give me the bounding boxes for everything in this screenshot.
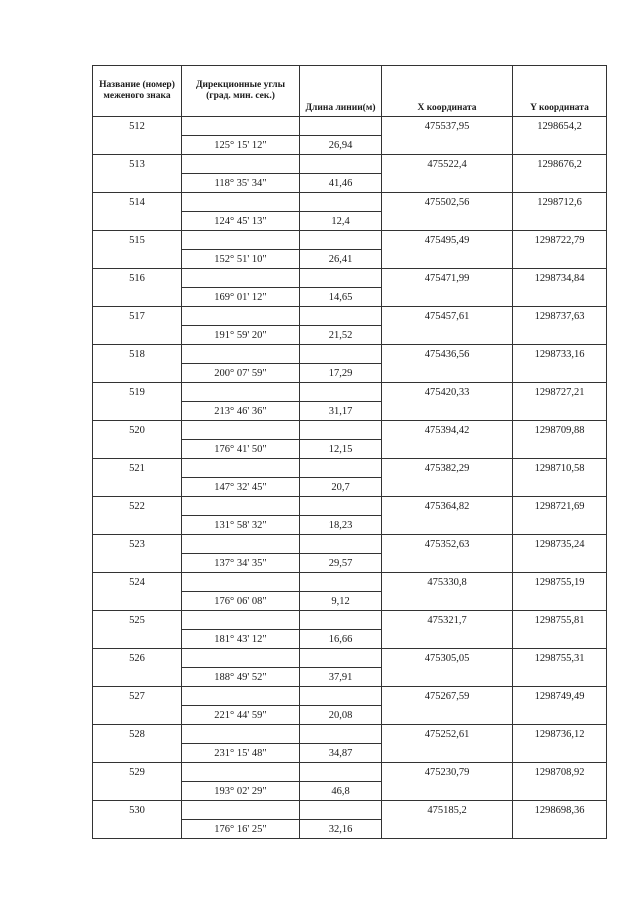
point-name-cell: 520 bbox=[93, 421, 182, 440]
table-row-segment bbox=[93, 288, 607, 307]
y-coordinate-cell: 1298735,24 bbox=[513, 535, 607, 554]
empty-cell bbox=[382, 592, 513, 611]
x-coordinate-cell: 475305,05 bbox=[382, 649, 513, 668]
direction-angle-cell: 181° 43' 12" bbox=[182, 630, 300, 649]
line-length-cell: 26,41 bbox=[300, 250, 382, 269]
line-length-cell: 14,65 bbox=[300, 288, 382, 307]
empty-cell bbox=[93, 820, 182, 839]
table-row-point bbox=[93, 649, 607, 668]
line-length-cell: 46,8 bbox=[300, 782, 382, 801]
line-length-cell: 21,52 bbox=[300, 326, 382, 345]
empty-cell bbox=[182, 155, 300, 174]
table-row-segment bbox=[93, 174, 607, 193]
empty-cell bbox=[382, 402, 513, 421]
x-coordinate-cell: 475457,61 bbox=[382, 307, 513, 326]
table-row-point bbox=[93, 725, 607, 744]
empty-cell bbox=[513, 516, 607, 535]
x-coordinate-cell: 475420,33 bbox=[382, 383, 513, 402]
table-header-row bbox=[93, 66, 607, 117]
empty-cell bbox=[382, 820, 513, 839]
empty-cell bbox=[382, 478, 513, 497]
table-row-point bbox=[93, 801, 607, 820]
empty-cell bbox=[93, 744, 182, 763]
line-length-cell: 20,7 bbox=[300, 478, 382, 497]
table-row-segment bbox=[93, 326, 607, 345]
table-row-point bbox=[93, 383, 607, 402]
y-coordinate-cell: 1298733,16 bbox=[513, 345, 607, 364]
point-name-cell: 514 bbox=[93, 193, 182, 212]
empty-cell bbox=[382, 706, 513, 725]
empty-cell bbox=[93, 174, 182, 193]
table-row-segment bbox=[93, 212, 607, 231]
y-coordinate-cell: 1298708,92 bbox=[513, 763, 607, 782]
empty-cell bbox=[182, 117, 300, 136]
empty-cell bbox=[182, 687, 300, 706]
line-length-cell: 12,15 bbox=[300, 440, 382, 459]
y-coordinate-cell: 1298755,31 bbox=[513, 649, 607, 668]
empty-cell bbox=[182, 459, 300, 478]
table-body bbox=[93, 117, 607, 839]
point-name-cell: 518 bbox=[93, 345, 182, 364]
empty-cell bbox=[300, 763, 382, 782]
x-coordinate-cell: 475230,79 bbox=[382, 763, 513, 782]
empty-cell bbox=[93, 136, 182, 155]
direction-angle-cell: 124° 45' 13" bbox=[182, 212, 300, 231]
empty-cell bbox=[382, 174, 513, 193]
table-row-segment bbox=[93, 516, 607, 535]
y-coordinate-cell: 1298755,81 bbox=[513, 611, 607, 630]
line-length-cell: 31,17 bbox=[300, 402, 382, 421]
x-coordinate-cell: 475495,49 bbox=[382, 231, 513, 250]
empty-cell bbox=[182, 649, 300, 668]
empty-cell bbox=[182, 383, 300, 402]
empty-cell bbox=[93, 364, 182, 383]
point-name-cell: 527 bbox=[93, 687, 182, 706]
empty-cell bbox=[182, 535, 300, 554]
point-name-cell: 516 bbox=[93, 269, 182, 288]
y-coordinate-cell: 1298737,63 bbox=[513, 307, 607, 326]
empty-cell bbox=[382, 516, 513, 535]
empty-cell bbox=[300, 497, 382, 516]
table-row-point bbox=[93, 611, 607, 630]
direction-angle-cell: 231° 15' 48" bbox=[182, 744, 300, 763]
y-coordinate-cell: 1298749,49 bbox=[513, 687, 607, 706]
line-length-cell: 32,16 bbox=[300, 820, 382, 839]
point-name-cell: 521 bbox=[93, 459, 182, 478]
empty-cell bbox=[93, 706, 182, 725]
line-length-cell: 16,66 bbox=[300, 630, 382, 649]
empty-cell bbox=[300, 383, 382, 402]
empty-cell bbox=[382, 630, 513, 649]
empty-cell bbox=[93, 250, 182, 269]
empty-cell bbox=[382, 744, 513, 763]
empty-cell bbox=[300, 421, 382, 440]
y-coordinate-cell: 1298727,21 bbox=[513, 383, 607, 402]
empty-cell bbox=[93, 630, 182, 649]
table-row-point bbox=[93, 269, 607, 288]
point-name-cell: 529 bbox=[93, 763, 182, 782]
empty-cell bbox=[382, 364, 513, 383]
table-row-segment bbox=[93, 554, 607, 573]
x-coordinate-cell: 475471,99 bbox=[382, 269, 513, 288]
y-coordinate-cell: 1298710,58 bbox=[513, 459, 607, 478]
y-coordinate-cell: 1298755,19 bbox=[513, 573, 607, 592]
empty-cell bbox=[382, 440, 513, 459]
empty-cell bbox=[93, 554, 182, 573]
empty-cell bbox=[513, 820, 607, 839]
empty-cell bbox=[182, 231, 300, 250]
x-coordinate-cell: 475267,59 bbox=[382, 687, 513, 706]
direction-angle-cell: 213° 46' 36" bbox=[182, 402, 300, 421]
direction-angle-cell: 118° 35' 34" bbox=[182, 174, 300, 193]
table-row-segment bbox=[93, 440, 607, 459]
table-row-point bbox=[93, 573, 607, 592]
table-row-segment bbox=[93, 364, 607, 383]
direction-angle-cell: 152° 51' 10" bbox=[182, 250, 300, 269]
empty-cell bbox=[300, 573, 382, 592]
x-coordinate-cell: 475252,61 bbox=[382, 725, 513, 744]
empty-cell bbox=[93, 478, 182, 497]
point-name-cell: 525 bbox=[93, 611, 182, 630]
empty-cell bbox=[300, 269, 382, 288]
x-coordinate-cell: 475382,29 bbox=[382, 459, 513, 478]
table-row-point bbox=[93, 117, 607, 136]
direction-angle-cell: 188° 49' 52" bbox=[182, 668, 300, 687]
table-row-segment bbox=[93, 136, 607, 155]
table-row-segment bbox=[93, 250, 607, 269]
empty-cell bbox=[93, 402, 182, 421]
empty-cell bbox=[300, 459, 382, 478]
direction-angle-cell: 193° 02' 29" bbox=[182, 782, 300, 801]
empty-cell bbox=[513, 744, 607, 763]
empty-cell bbox=[382, 212, 513, 231]
empty-cell bbox=[513, 174, 607, 193]
empty-cell bbox=[513, 668, 607, 687]
empty-cell bbox=[513, 554, 607, 573]
x-coordinate-cell: 475394,42 bbox=[382, 421, 513, 440]
empty-cell bbox=[382, 288, 513, 307]
coordinates-table bbox=[92, 65, 607, 839]
empty-cell bbox=[182, 421, 300, 440]
empty-cell bbox=[513, 478, 607, 497]
header-direction-angle: Дирекционные углы (град. мин. сек.) bbox=[182, 66, 300, 117]
empty-cell bbox=[182, 307, 300, 326]
empty-cell bbox=[300, 155, 382, 174]
empty-cell bbox=[513, 402, 607, 421]
line-length-cell: 26,94 bbox=[300, 136, 382, 155]
point-name-cell: 512 bbox=[93, 117, 182, 136]
direction-angle-cell: 200° 07' 59" bbox=[182, 364, 300, 383]
line-length-cell: 18,23 bbox=[300, 516, 382, 535]
empty-cell bbox=[513, 592, 607, 611]
table-row-point bbox=[93, 307, 607, 326]
y-coordinate-cell: 1298721,69 bbox=[513, 497, 607, 516]
empty-cell bbox=[182, 573, 300, 592]
line-length-cell: 37,91 bbox=[300, 668, 382, 687]
empty-cell bbox=[182, 269, 300, 288]
empty-cell bbox=[513, 136, 607, 155]
y-coordinate-cell: 1298676,2 bbox=[513, 155, 607, 174]
empty-cell bbox=[382, 250, 513, 269]
empty-cell bbox=[513, 326, 607, 345]
empty-cell bbox=[93, 782, 182, 801]
empty-cell bbox=[93, 212, 182, 231]
direction-angle-cell: 176° 06' 08" bbox=[182, 592, 300, 611]
empty-cell bbox=[300, 725, 382, 744]
header-line-length: Длина линии(м) bbox=[300, 66, 382, 117]
y-coordinate-cell: 1298654,2 bbox=[513, 117, 607, 136]
empty-cell bbox=[382, 554, 513, 573]
header-y-coordinate: Y координата bbox=[513, 66, 607, 117]
empty-cell bbox=[382, 326, 513, 345]
empty-cell bbox=[182, 801, 300, 820]
x-coordinate-cell: 475537,95 bbox=[382, 117, 513, 136]
point-name-cell: 526 bbox=[93, 649, 182, 668]
table-row-segment bbox=[93, 478, 607, 497]
line-length-cell: 9,12 bbox=[300, 592, 382, 611]
direction-angle-cell: 191° 59' 20" bbox=[182, 326, 300, 345]
empty-cell bbox=[300, 649, 382, 668]
line-length-cell: 12,4 bbox=[300, 212, 382, 231]
empty-cell bbox=[300, 345, 382, 364]
point-name-cell: 522 bbox=[93, 497, 182, 516]
empty-cell bbox=[300, 687, 382, 706]
x-coordinate-cell: 475436,56 bbox=[382, 345, 513, 364]
table-row-point bbox=[93, 155, 607, 174]
point-name-cell: 523 bbox=[93, 535, 182, 554]
line-length-cell: 29,57 bbox=[300, 554, 382, 573]
line-length-cell: 41,46 bbox=[300, 174, 382, 193]
empty-cell bbox=[513, 782, 607, 801]
empty-cell bbox=[513, 250, 607, 269]
point-name-cell: 517 bbox=[93, 307, 182, 326]
y-coordinate-cell: 1298712,6 bbox=[513, 193, 607, 212]
empty-cell bbox=[300, 193, 382, 212]
empty-cell bbox=[93, 326, 182, 345]
empty-cell bbox=[300, 611, 382, 630]
line-length-cell: 20,08 bbox=[300, 706, 382, 725]
direction-angle-cell: 125° 15' 12" bbox=[182, 136, 300, 155]
table-row-segment bbox=[93, 782, 607, 801]
x-coordinate-cell: 475522,4 bbox=[382, 155, 513, 174]
empty-cell bbox=[513, 706, 607, 725]
empty-cell bbox=[182, 725, 300, 744]
direction-angle-cell: 176° 16' 25" bbox=[182, 820, 300, 839]
empty-cell bbox=[93, 516, 182, 535]
boundary-coordinates-sheet bbox=[92, 65, 606, 839]
point-name-cell: 513 bbox=[93, 155, 182, 174]
empty-cell bbox=[182, 763, 300, 782]
table-row-segment bbox=[93, 706, 607, 725]
empty-cell bbox=[382, 668, 513, 687]
table-row-point bbox=[93, 345, 607, 364]
table-row-segment bbox=[93, 820, 607, 839]
table-row-segment bbox=[93, 592, 607, 611]
y-coordinate-cell: 1298736,12 bbox=[513, 725, 607, 744]
x-coordinate-cell: 475364,82 bbox=[382, 497, 513, 516]
point-name-cell: 519 bbox=[93, 383, 182, 402]
table-row-point bbox=[93, 687, 607, 706]
line-length-cell: 17,29 bbox=[300, 364, 382, 383]
y-coordinate-cell: 1298734,84 bbox=[513, 269, 607, 288]
empty-cell bbox=[182, 193, 300, 212]
empty-cell bbox=[513, 288, 607, 307]
x-coordinate-cell: 475502,56 bbox=[382, 193, 513, 212]
empty-cell bbox=[93, 668, 182, 687]
empty-cell bbox=[300, 801, 382, 820]
empty-cell bbox=[513, 630, 607, 649]
empty-cell bbox=[382, 782, 513, 801]
table-row-segment bbox=[93, 402, 607, 421]
empty-cell bbox=[93, 592, 182, 611]
direction-angle-cell: 221° 44' 59" bbox=[182, 706, 300, 725]
empty-cell bbox=[300, 307, 382, 326]
empty-cell bbox=[182, 497, 300, 516]
point-name-cell: 524 bbox=[93, 573, 182, 592]
table-row-point bbox=[93, 497, 607, 516]
table-row-segment bbox=[93, 668, 607, 687]
direction-angle-cell: 176° 41' 50" bbox=[182, 440, 300, 459]
empty-cell bbox=[300, 231, 382, 250]
table-row-segment bbox=[93, 744, 607, 763]
y-coordinate-cell: 1298709,88 bbox=[513, 421, 607, 440]
empty-cell bbox=[300, 535, 382, 554]
empty-cell bbox=[513, 212, 607, 231]
table-row-point bbox=[93, 763, 607, 782]
table-row-point bbox=[93, 535, 607, 554]
point-name-cell: 515 bbox=[93, 231, 182, 250]
x-coordinate-cell: 475330,8 bbox=[382, 573, 513, 592]
empty-cell bbox=[382, 136, 513, 155]
table-row-point bbox=[93, 421, 607, 440]
empty-cell bbox=[182, 611, 300, 630]
direction-angle-cell: 137° 34' 35" bbox=[182, 554, 300, 573]
x-coordinate-cell: 475352,63 bbox=[382, 535, 513, 554]
table-row-point bbox=[93, 193, 607, 212]
table-row-segment bbox=[93, 630, 607, 649]
empty-cell bbox=[93, 440, 182, 459]
direction-angle-cell: 131° 58' 32" bbox=[182, 516, 300, 535]
empty-cell bbox=[93, 288, 182, 307]
empty-cell bbox=[182, 345, 300, 364]
empty-cell bbox=[300, 117, 382, 136]
table-row-point bbox=[93, 459, 607, 478]
empty-cell bbox=[513, 440, 607, 459]
line-length-cell: 34,87 bbox=[300, 744, 382, 763]
x-coordinate-cell: 475185,2 bbox=[382, 801, 513, 820]
header-point-name: Название (номер) меженого знака bbox=[93, 66, 182, 117]
y-coordinate-cell: 1298698,36 bbox=[513, 801, 607, 820]
header-x-coordinate: X координата bbox=[382, 66, 513, 117]
direction-angle-cell: 169° 01' 12" bbox=[182, 288, 300, 307]
direction-angle-cell: 147° 32' 45" bbox=[182, 478, 300, 497]
y-coordinate-cell: 1298722,79 bbox=[513, 231, 607, 250]
x-coordinate-cell: 475321,7 bbox=[382, 611, 513, 630]
empty-cell bbox=[513, 364, 607, 383]
point-name-cell: 528 bbox=[93, 725, 182, 744]
table-row-point bbox=[93, 231, 607, 250]
point-name-cell: 530 bbox=[93, 801, 182, 820]
